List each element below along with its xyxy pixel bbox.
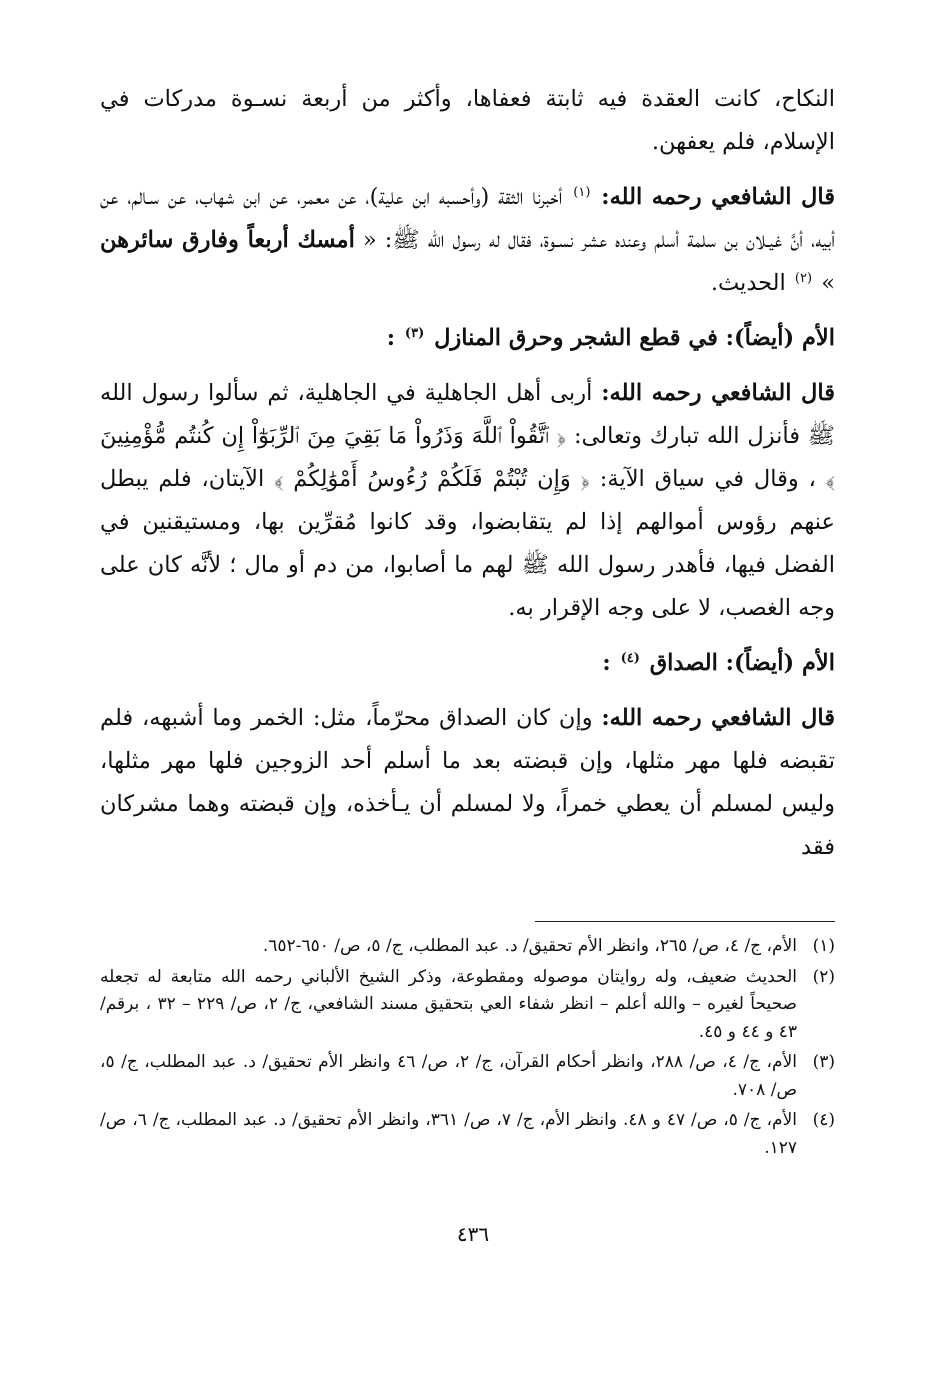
- speaker-label: قال الشافعي رحمه الله:: [601, 184, 836, 210]
- footnotes: [100, 933, 835, 1165]
- footnote-text: الحديث ضعيف، وله روايتان موصوله ومقطوعة، وذكر الشيخ الألباني رحمه الله متابعة له تجعله صحيحاً لغيره – والله أعلم – انظر شفاء العي بتحقيق مسند الشافعي، ج/ ٢، ص/ ٢٢٩ – ٣٢ ، برقم/ ٤٣ و ٤٤ و ٤٥.: [100, 966, 797, 1042]
- quote-close-mark: »: [821, 270, 835, 296]
- paragraph-1-text: النكاح، كانت العقدة فيه ثابتة فعفاها، وأكثر من أربعة نسـوة مدركات في الإسلام، فلم يعفهن.: [100, 86, 835, 155]
- page-number: ٤٣٦: [456, 1222, 490, 1246]
- main-text: [100, 78, 835, 869]
- footnote-2: [100, 964, 835, 1047]
- footnote-4: [100, 1107, 835, 1162]
- footnote-ref-4[interactable]: (٤): [620, 650, 640, 666]
- footnote-ref-2[interactable]: (٢): [794, 270, 813, 286]
- paragraph-2-text-a: أخبرنا الثقة (وأحسبه ابن علية)، عن معمر، عن ابن شهاب، عن سـالم، عن أبيه، أنَّ غيـلان بن سلمة أسلم وعنده عشر نسـوة، فقال له رسول الله ﷺ: «: [100, 184, 836, 253]
- paragraph-4: [100, 697, 835, 869]
- section-heading-1-text: الأم (أيضاً): في قطع الشجر وحرق المنازل: [434, 325, 835, 351]
- footnote-number: (١): [812, 936, 835, 956]
- footnote-number: (٢): [812, 966, 835, 987]
- footnote-text: الأم، ج/ ٤، ص/ ٢٨٨، وانظر أحكام القرآن، ج/ ٢، ص/ ٤٦ وانظر الأم تحقيق/ د. عبد المطلب، ج/ ٥، ص/ ٧٠٨.: [100, 1052, 797, 1100]
- paragraph-1: [100, 78, 835, 164]
- section-heading-2: [100, 642, 835, 685]
- section-heading-1: [100, 317, 835, 360]
- paragraph-4-text: وإن كان الصداق محرّماً، مثل: الخمر وما أشبهه، فلم تقبضه فلها مهر مثلها، وإن قبضته بعد ما أسلم أحد الزوجين فلها مهر مثلها، وليس لمسلم أن يعطي خمراً، ولا لمسلم أن يـأخذه، وإن قبضته وهما مشركان فقد: [100, 705, 835, 860]
- paragraph-3-text: أربى أهل الجاهلية في الجاهلية، ثم سألوا رسول الله ﷺ فأنزل الله تبارك وتعالى: ﴿ ٱتَّقُواْ ٱللَّهَ وَذَرُواْ مَا بَقِيَ مِنَ ٱلرِّبَوٰٓاْ إِن كُنتُم مُّؤْمِنِينَ ﴾ ، وقال في سياق الآية: ﴿ وَإِن تُبْتُمْ فَلَكُمْ رُءُوسُ أَمْوَٰلِكُمْ ﴾ الآيتان، فلم يبطل عنهم رؤوس أموالهم إذا لم يتقابضوا، وقد كانوا مُقرِّين بها، ومستيقنين في الفضل فيها، فأهدر رسول الله ﷺ لهم ما أصابوا، من دم أو مال ؛ لأنَّه كان على وجه الغصب، لا على وجه الإقرار به.: [100, 380, 835, 621]
- section-heading-2-colon: :: [602, 650, 611, 676]
- speaker-label: قال الشافعي رحمه الله:: [601, 380, 835, 406]
- hadith-quote: أمسك أربعاً وفارق سائرهن: [100, 227, 355, 253]
- footnote-1: [100, 933, 835, 961]
- section-heading-2-text: الأم (أيضاً): الصداق: [649, 650, 835, 676]
- footnote-text: الأم، ج/ ٥، ص/ ٤٧ و ٤٨. وانظر الأم، ج/ ٧، ص/ ٣٦١، وانظر الأم تحقيق/ د. عبد المطلب، ج/ ٦، ص/ ١٢٧.: [100, 1110, 797, 1158]
- footnote-text: الأم، ج/ ٤، ص/ ٢٦٥، وانظر الأم تحقيق/ د. عبد المطلب، ج/ ٥، ص/ ٦٥٠-٦٥٢.: [262, 936, 797, 956]
- section-heading-1-colon: :: [386, 325, 396, 351]
- footnote-divider: [535, 921, 835, 922]
- footnote-number: (٣): [812, 1052, 835, 1072]
- footnote-number: (٤): [812, 1110, 835, 1130]
- footnote-ref-1[interactable]: (١): [573, 184, 591, 200]
- paragraph-2: [100, 176, 835, 305]
- footnote-3: [100, 1049, 835, 1104]
- footnote-ref-3[interactable]: (٣): [404, 325, 425, 341]
- paragraph-2-text-b: الحديث.: [710, 270, 786, 296]
- speaker-label: قال الشافعي رحمه الله:: [601, 705, 835, 731]
- paragraph-3: [100, 372, 835, 630]
